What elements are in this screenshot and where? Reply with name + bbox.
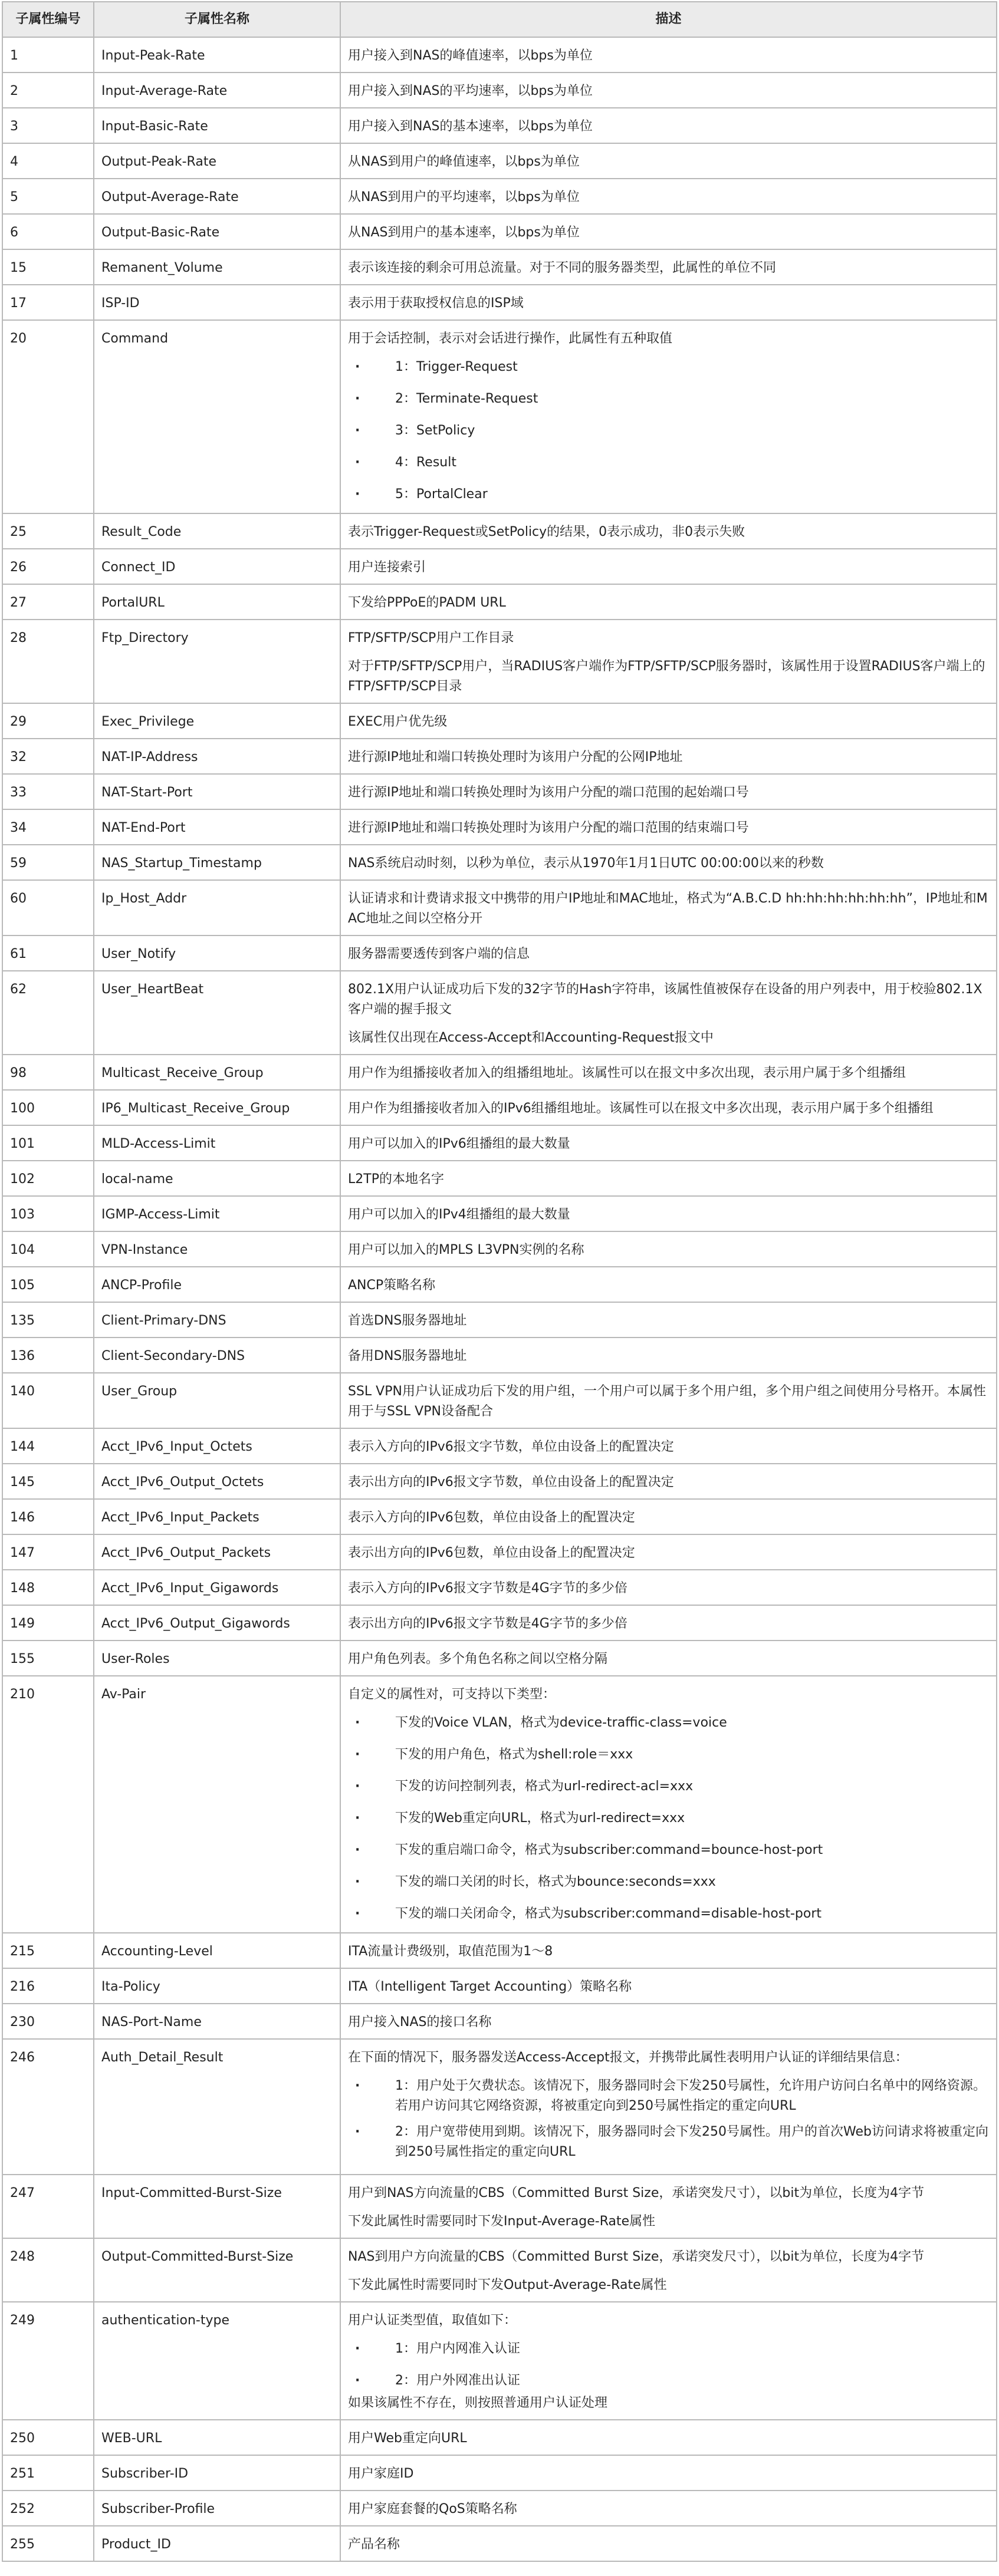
description-paragraph: 用户家庭ID bbox=[348, 2466, 414, 2481]
sub-attr-description bbox=[340, 2455, 997, 2491]
description-paragraph: 认证请求和计费请求报文中携带的用户IP地址和MAC地址，格式为“A.B.C.D hh:hh:hh:hh:hh:hh”，IP地址和MAC地址之间以空格分开 bbox=[348, 891, 988, 926]
sub-attr-name: Input-Average-Rate bbox=[94, 73, 340, 108]
sub-attr-description bbox=[340, 2004, 997, 2039]
sub-attr-id: 251 bbox=[2, 2455, 94, 2491]
table-row bbox=[2, 73, 997, 108]
sub-attr-description bbox=[340, 1570, 997, 1605]
sub-attr-id: 101 bbox=[2, 1125, 94, 1161]
sub-attr-id: 136 bbox=[2, 1338, 94, 1373]
table-row bbox=[2, 1464, 997, 1499]
sub-attr-id: 145 bbox=[2, 1464, 94, 1499]
sub-attr-name: IP6_Multicast_Receive_Group bbox=[94, 1090, 340, 1125]
table-row bbox=[2, 1302, 997, 1338]
description-bullet-item: · 下发的用户角色，格式为shell:role＝xxx bbox=[348, 1745, 989, 1765]
description-bullet-item: · 5：PortalClear bbox=[348, 485, 989, 505]
description-paragraph: 自定义的属性对，可支持以下类型： bbox=[348, 1687, 556, 1702]
description-bullet-list bbox=[348, 1713, 989, 1924]
sub-attr-description bbox=[340, 2420, 997, 2455]
table-row bbox=[2, 108, 997, 143]
table-row bbox=[2, 549, 997, 584]
sub-attr-description bbox=[340, 2175, 997, 2238]
description-bullet-list bbox=[348, 2339, 989, 2391]
header-sub-attr-id: 子属性编号 bbox=[2, 2, 94, 37]
sub-attr-id: 105 bbox=[2, 1267, 94, 1302]
description-paragraph: 用户可以加入的MPLS L3VPN实例的名称 bbox=[348, 1243, 584, 1257]
table-row bbox=[2, 809, 997, 845]
sub-attr-id: 249 bbox=[2, 2302, 94, 2420]
description-paragraph: 服务器需要透传到客户端的信息 bbox=[348, 947, 530, 961]
table-row bbox=[2, 143, 997, 179]
description-bullet-item: · 3：SetPolicy bbox=[348, 421, 989, 441]
table-row bbox=[2, 513, 997, 549]
description-bullet-item: · 下发的访问控制列表，格式为url-redirect-acl=xxx bbox=[348, 1777, 989, 1797]
sub-attr-name: Command bbox=[94, 320, 340, 513]
table-row bbox=[2, 845, 997, 880]
sub-attr-id: 135 bbox=[2, 1302, 94, 1338]
sub-attr-id: 248 bbox=[2, 2238, 94, 2302]
sub-attr-description bbox=[340, 935, 997, 971]
description-bullet-item: · 下发的Voice VLAN，格式为device-traffic-class=voice bbox=[348, 1713, 989, 1733]
sub-attr-name: NAT-End-Port bbox=[94, 809, 340, 845]
description-paragraph: 进行源IP地址和端口转换处理时为该用户分配的端口范围的结束端口号 bbox=[348, 821, 749, 835]
description-bullet-list bbox=[348, 357, 989, 505]
description-bullet-item: · 4：Result bbox=[348, 453, 989, 473]
description-paragraph: ITA流量计费级别，取值范围为1～8 bbox=[348, 1944, 553, 1959]
sub-attr-description bbox=[340, 1676, 997, 1933]
sub-attr-name: PortalURL bbox=[94, 584, 340, 620]
description-paragraph: 进行源IP地址和端口转换处理时为该用户分配的公网IP地址 bbox=[348, 750, 683, 765]
table-row bbox=[2, 214, 997, 249]
table-row bbox=[2, 1338, 997, 1373]
description-paragraph: 用户Web重定向URL bbox=[348, 2431, 467, 2446]
sub-attr-id: 4 bbox=[2, 143, 94, 179]
sub-attr-description bbox=[340, 2302, 997, 2420]
table-row bbox=[2, 320, 997, 513]
table-row bbox=[2, 2455, 997, 2491]
sub-attr-id: 60 bbox=[2, 880, 94, 935]
table-header-row bbox=[2, 2, 997, 37]
sub-attr-name: Subscriber-Profile bbox=[94, 2491, 340, 2526]
description-paragraph: 进行源IP地址和端口转换处理时为该用户分配的端口范围的起始端口号 bbox=[348, 785, 749, 800]
table-row bbox=[2, 1676, 997, 1933]
sub-attr-id: 5 bbox=[2, 179, 94, 214]
sub-attr-description bbox=[340, 214, 997, 249]
sub-attr-name: Multicast_Receive_Group bbox=[94, 1055, 340, 1090]
table-row bbox=[2, 1499, 997, 1534]
sub-attr-name: authentication-type bbox=[94, 2302, 340, 2420]
sub-attr-id: 147 bbox=[2, 1534, 94, 1570]
description-paragraph: 用户到NAS方向流量的CBS（Committed Burst Size，承诺突发尺寸），以bit为单位，长度为4字节 bbox=[348, 2186, 925, 2201]
sub-attr-name: Auth_Detail_Result bbox=[94, 2039, 340, 2175]
sub-attr-name: Input-Peak-Rate bbox=[94, 37, 340, 73]
description-paragraph: 用户角色列表。多个角色名称之间以空格分隔 bbox=[348, 1652, 608, 1666]
description-paragraph: NAS到用户方向流量的CBS（Committed Burst Size，承诺突发尺寸），以bit为单位，长度为4字节 bbox=[348, 2249, 925, 2264]
sub-attr-name: NAS_Startup_Timestamp bbox=[94, 845, 340, 880]
sub-attr-name: Accounting-Level bbox=[94, 1933, 340, 1968]
sub-attr-id: 2 bbox=[2, 73, 94, 108]
table-row bbox=[2, 1570, 997, 1605]
sub-attr-name: ISP-ID bbox=[94, 285, 340, 320]
sub-attr-id: 28 bbox=[2, 620, 94, 703]
sub-attr-id: 17 bbox=[2, 285, 94, 320]
sub-attr-name: Acct_IPv6_Input_Gigawords bbox=[94, 1570, 340, 1605]
header-description: 描述 bbox=[340, 2, 997, 37]
description-paragraph: FTP/SFTP/SCP用户工作目录 bbox=[348, 631, 514, 645]
sub-attr-description bbox=[340, 1090, 997, 1125]
description-paragraph: 802.1X用户认证成功后下发的32字节的Hash字符串，该属性值被保存在设备的用户列表中，用于校验802.1X客户端的握手报文 bbox=[348, 982, 982, 1017]
description-paragraph: 下发给PPPoE的PADM URL bbox=[348, 595, 506, 610]
sub-attr-description bbox=[340, 249, 997, 285]
table-row bbox=[2, 2526, 997, 2561]
sub-attr-name: Output-Basic-Rate bbox=[94, 214, 340, 249]
table-row bbox=[2, 179, 997, 214]
sub-attr-name: Input-Committed-Burst-Size bbox=[94, 2175, 340, 2238]
sub-attr-id: 1 bbox=[2, 37, 94, 73]
sub-attr-name: Output-Average-Rate bbox=[94, 179, 340, 214]
sub-attr-description bbox=[340, 620, 997, 703]
description-paragraph: ITA（Intelligent Target Accounting）策略名称 bbox=[348, 1979, 632, 1994]
table-row bbox=[2, 703, 997, 739]
sub-attr-description bbox=[340, 1464, 997, 1499]
table-row bbox=[2, 880, 997, 935]
description-bullet-item: · 下发的端口关闭的时长，格式为bounce:seconds=xxx bbox=[348, 1872, 989, 1892]
sub-attr-name: Client-Secondary-DNS bbox=[94, 1338, 340, 1373]
description-bullet-item: · 2：Terminate-Request bbox=[348, 389, 989, 409]
description-paragraph: 用户作为组播接收者加入的组播组地址。该属性可以在报文中多次出现，表示用户属于多个组播组 bbox=[348, 1066, 906, 1081]
sub-attr-name: MLD-Access-Limit bbox=[94, 1125, 340, 1161]
table-row bbox=[2, 1055, 997, 1090]
sub-attr-id: 140 bbox=[2, 1373, 94, 1428]
description-paragraph: 从NAS到用户的基本速率，以bps为单位 bbox=[348, 225, 580, 240]
sub-attr-id: 3 bbox=[2, 108, 94, 143]
table-row bbox=[2, 620, 997, 703]
table-row bbox=[2, 2420, 997, 2455]
table-row bbox=[2, 1373, 997, 1428]
sub-attr-description bbox=[340, 108, 997, 143]
table-row bbox=[2, 584, 997, 620]
sub-attr-id: 26 bbox=[2, 549, 94, 584]
sub-attr-id: 250 bbox=[2, 2420, 94, 2455]
description-paragraph: 用户接入到NAS的基本速率，以bps为单位 bbox=[348, 119, 593, 134]
description-paragraph: 用户可以加入的IPv6组播组的最大数量 bbox=[348, 1137, 570, 1151]
sub-attr-name: Product_ID bbox=[94, 2526, 340, 2561]
sub-attr-description bbox=[340, 1428, 997, 1464]
description-paragraph: 下发此属性时需要同时下发Input-Average-Rate属性 bbox=[348, 2214, 656, 2229]
table-row bbox=[2, 2491, 997, 2526]
sub-attr-description bbox=[340, 2039, 997, 2175]
sub-attr-description bbox=[340, 739, 997, 774]
sub-attr-name: Result_Code bbox=[94, 513, 340, 549]
description-bullet-item: · 2：用户宽带使用到期。该情况下，服务器同时会下发250号属性。用户的首次Web访问请求将被重定向到250号属性指定的重定向URL bbox=[348, 2122, 989, 2162]
table-row bbox=[2, 935, 997, 971]
table-row bbox=[2, 37, 997, 73]
description-paragraph: 用户作为组播接收者加入的IPv6组播组地址。该属性可以在报文中多次出现，表示用户属于多个组播组 bbox=[348, 1101, 934, 1116]
sub-attr-name: User_Notify bbox=[94, 935, 340, 971]
description-paragraph: 表示该连接的剩余可用总流量。对于不同的服务器类型，此属性的单位不同 bbox=[348, 261, 777, 275]
table-row bbox=[2, 1428, 997, 1464]
description-paragraph: L2TP的本地名字 bbox=[348, 1172, 444, 1187]
sub-attr-name: Client-Primary-DNS bbox=[94, 1302, 340, 1338]
sub-attr-id: 62 bbox=[2, 971, 94, 1055]
table-row bbox=[2, 739, 997, 774]
sub-attr-description bbox=[340, 845, 997, 880]
description-paragraph: 用户连接索引 bbox=[348, 560, 426, 575]
table-row bbox=[2, 774, 997, 809]
sub-attr-description bbox=[340, 971, 997, 1055]
sub-attr-id: 15 bbox=[2, 249, 94, 285]
table-row bbox=[2, 1125, 997, 1161]
table-row bbox=[2, 1605, 997, 1641]
description-bullet-item: · 下发的Web重定向URL，格式为url-redirect=xxx bbox=[348, 1809, 989, 1829]
sub-attr-id: 247 bbox=[2, 2175, 94, 2238]
sub-attr-name: Output-Committed-Burst-Size bbox=[94, 2238, 340, 2302]
sub-attr-name: Acct_IPv6_Output_Octets bbox=[94, 1464, 340, 1499]
table-row bbox=[2, 1231, 997, 1267]
sub-attr-id: 102 bbox=[2, 1161, 94, 1196]
sub-attr-description bbox=[340, 1267, 997, 1302]
sub-attr-description bbox=[340, 1196, 997, 1231]
sub-attr-name: User_HeartBeat bbox=[94, 971, 340, 1055]
sub-attr-description bbox=[340, 703, 997, 739]
table-row bbox=[2, 1534, 997, 1570]
sub-attr-description bbox=[340, 809, 997, 845]
sub-attr-name: local-name bbox=[94, 1161, 340, 1196]
sub-attr-description bbox=[340, 513, 997, 549]
description-paragraph: SSL VPN用户认证成功后下发的用户组，一个用户可以属于多个用户组，多个用户组之间使用分号格开。本属性用于与SSL VPN设备配合 bbox=[348, 1384, 986, 1419]
sub-attr-name: IGMP-Access-Limit bbox=[94, 1196, 340, 1231]
sub-attr-id: 59 bbox=[2, 845, 94, 880]
table-row bbox=[2, 1933, 997, 1968]
sub-attr-description bbox=[340, 2238, 997, 2302]
sub-attr-id: 27 bbox=[2, 584, 94, 620]
sub-attr-description bbox=[340, 1534, 997, 1570]
sub-attr-description bbox=[340, 285, 997, 320]
description-paragraph: 下发此属性时需要同时下发Output-Average-Rate属性 bbox=[348, 2278, 667, 2292]
description-paragraph: 用户接入到NAS的峰值速率，以bps为单位 bbox=[348, 48, 593, 63]
sub-attr-id: 103 bbox=[2, 1196, 94, 1231]
description-bullet-list bbox=[348, 2076, 989, 2162]
description-paragraph: 从NAS到用户的平均速率，以bps为单位 bbox=[348, 190, 580, 205]
description-bullet-item: · 下发的端口关闭命令，格式为subscriber:command=disable-host-port bbox=[348, 1904, 989, 1924]
sub-attr-name: Output-Peak-Rate bbox=[94, 143, 340, 179]
sub-attr-name: NAT-IP-Address bbox=[94, 739, 340, 774]
sub-attr-name: NAS-Port-Name bbox=[94, 2004, 340, 2039]
table-row bbox=[2, 2004, 997, 2039]
description-paragraph: 表示出方向的IPv6包数，单位由设备上的配置决定 bbox=[348, 1546, 635, 1560]
description-paragraph: 从NAS到用户的峰值速率，以bps为单位 bbox=[348, 154, 580, 169]
description-paragraph: 用户认证类型值，取值如下： bbox=[348, 2313, 517, 2328]
description-bullet-item: · 1：用户内网准入认证 bbox=[348, 2339, 989, 2359]
sub-attr-id: 149 bbox=[2, 1605, 94, 1641]
sub-attr-id: 144 bbox=[2, 1428, 94, 1464]
sub-attr-id: 32 bbox=[2, 739, 94, 774]
sub-attr-name: Exec_Privilege bbox=[94, 703, 340, 739]
sub-attr-description bbox=[340, 1055, 997, 1090]
sub-attr-id: 215 bbox=[2, 1933, 94, 1968]
sub-attr-description bbox=[340, 1231, 997, 1267]
table-body bbox=[2, 37, 997, 2561]
sub-attr-description bbox=[340, 774, 997, 809]
description-paragraph: 用户可以加入的IPv4组播组的最大数量 bbox=[348, 1207, 570, 1222]
sub-attr-description bbox=[340, 1125, 997, 1161]
sub-attr-name: Ip_Host_Addr bbox=[94, 880, 340, 935]
sub-attr-description bbox=[340, 2526, 997, 2561]
sub-attr-id: 252 bbox=[2, 2491, 94, 2526]
sub-attr-id: 29 bbox=[2, 703, 94, 739]
sub-attr-name: User_Group bbox=[94, 1373, 340, 1428]
description-bullet-item: · 2：用户外网准出认证 bbox=[348, 2371, 989, 2391]
sub-attr-id: 210 bbox=[2, 1676, 94, 1933]
description-paragraph: 表示出方向的IPv6报文字节数是4G字节的多少倍 bbox=[348, 1616, 627, 1631]
sub-attr-name: Acct_IPv6_Input_Packets bbox=[94, 1499, 340, 1534]
attribute-table bbox=[2, 1, 997, 2562]
description-paragraph: 在下面的情况下，服务器发送Access-Accept报文，并携带此属性表明用户认证的详细结果信息： bbox=[348, 2050, 908, 2065]
sub-attr-name: Remanent_Volume bbox=[94, 249, 340, 285]
description-paragraph: 表示出方向的IPv6报文字节数，单位由设备上的配置决定 bbox=[348, 1475, 674, 1490]
sub-attr-description bbox=[340, 549, 997, 584]
sub-attr-id: 255 bbox=[2, 2526, 94, 2561]
sub-attr-id: 246 bbox=[2, 2039, 94, 2175]
sub-attr-description bbox=[340, 179, 997, 214]
sub-attr-name: Ita-Policy bbox=[94, 1968, 340, 2004]
table-row bbox=[2, 2175, 997, 2238]
sub-attr-description bbox=[340, 1338, 997, 1373]
sub-attr-description bbox=[340, 1933, 997, 1968]
sub-attr-description bbox=[340, 1302, 997, 1338]
sub-attr-description bbox=[340, 1373, 997, 1428]
sub-attr-description bbox=[340, 584, 997, 620]
sub-attr-description bbox=[340, 2491, 997, 2526]
sub-attr-name: WEB-URL bbox=[94, 2420, 340, 2455]
sub-attr-description bbox=[340, 880, 997, 935]
sub-attr-description bbox=[340, 1161, 997, 1196]
sub-attr-name: Subscriber-ID bbox=[94, 2455, 340, 2491]
sub-attr-description bbox=[340, 143, 997, 179]
description-paragraph: 首选DNS服务器地址 bbox=[348, 1313, 467, 1328]
sub-attr-id: 98 bbox=[2, 1055, 94, 1090]
sub-attr-id: 20 bbox=[2, 320, 94, 513]
sub-attr-id: 33 bbox=[2, 774, 94, 809]
sub-attr-description bbox=[340, 1605, 997, 1641]
header-sub-attr-name: 子属性名称 bbox=[94, 2, 340, 37]
sub-attr-description bbox=[340, 1499, 997, 1534]
description-paragraph: EXEC用户优先级 bbox=[348, 714, 448, 729]
table-row bbox=[2, 1968, 997, 2004]
table-row bbox=[2, 1161, 997, 1196]
sub-attr-id: 25 bbox=[2, 513, 94, 549]
sub-attr-description bbox=[340, 1968, 997, 2004]
table-row bbox=[2, 2039, 997, 2175]
sub-attr-name: Input-Basic-Rate bbox=[94, 108, 340, 143]
description-paragraph: 表示入方向的IPv6包数，单位由设备上的配置决定 bbox=[348, 1510, 635, 1525]
description-paragraph: 用户接入到NAS的平均速率，以bps为单位 bbox=[348, 84, 593, 98]
description-paragraph: 表示用于获取授权信息的ISP域 bbox=[348, 296, 524, 311]
sub-attr-description bbox=[340, 1641, 997, 1676]
description-paragraph: 备用DNS服务器地址 bbox=[348, 1349, 467, 1363]
description-paragraph: 如果该属性不存在，则按照普通用户认证处理 bbox=[348, 2396, 608, 2410]
sub-attr-id: 61 bbox=[2, 935, 94, 971]
sub-attr-name: Av-Pair bbox=[94, 1676, 340, 1933]
description-bullet-item: · 1：用户处于欠费状态。该情况下，服务器同时会下发250号属性，允许用户访问白名单中的网络资源。若用户访问其它网络资源，将被重定向到250号属性指定的重定向URL bbox=[348, 2076, 989, 2116]
table-row bbox=[2, 2302, 997, 2420]
description-paragraph: ANCP策略名称 bbox=[348, 1278, 436, 1293]
sub-attr-name: VPN-Instance bbox=[94, 1231, 340, 1267]
sub-attr-name: NAT-Start-Port bbox=[94, 774, 340, 809]
sub-attr-id: 155 bbox=[2, 1641, 94, 1676]
sub-attr-name: Acct_IPv6_Output_Packets bbox=[94, 1534, 340, 1570]
sub-attr-name: Ftp_Directory bbox=[94, 620, 340, 703]
description-paragraph: 表示Trigger-Request或SetPolicy的结果，0表示成功，非0表示失败 bbox=[348, 525, 745, 539]
sub-attr-id: 216 bbox=[2, 1968, 94, 2004]
description-paragraph: NAS系统启动时刻，以秒为单位，表示从1970年1月1日UTC 00:00:00以来的秒数 bbox=[348, 856, 824, 871]
sub-attr-name: Acct_IPv6_Output_Gigawords bbox=[94, 1605, 340, 1641]
sub-attr-description bbox=[340, 37, 997, 73]
description-bullet-item: · 1：Trigger-Request bbox=[348, 357, 989, 377]
description-paragraph: 用户家庭套餐的QoS策略名称 bbox=[348, 2502, 517, 2516]
sub-attr-description bbox=[340, 320, 997, 513]
description-paragraph: 表示入方向的IPv6报文字节数是4G字节的多少倍 bbox=[348, 1581, 627, 1596]
table-row bbox=[2, 1196, 997, 1231]
description-paragraph: 对于FTP/SFTP/SCP用户，当RADIUS客户端作为FTP/SFTP/SCP服务器时，该属性用于设置RADIUS客户端上的FTP/SFTP/SCP目录 bbox=[348, 659, 985, 694]
table-row bbox=[2, 1641, 997, 1676]
sub-attr-description bbox=[340, 73, 997, 108]
sub-attr-id: 146 bbox=[2, 1499, 94, 1534]
sub-attr-id: 34 bbox=[2, 809, 94, 845]
description-paragraph: 用户接入NAS的接口名称 bbox=[348, 2015, 492, 2030]
table-row bbox=[2, 971, 997, 1055]
table-row bbox=[2, 1090, 997, 1125]
table-row bbox=[2, 1267, 997, 1302]
sub-attr-id: 6 bbox=[2, 214, 94, 249]
sub-attr-id: 100 bbox=[2, 1090, 94, 1125]
description-paragraph: 用于会话控制，表示对会话进行操作，此属性有五种取值 bbox=[348, 331, 673, 346]
sub-attr-id: 148 bbox=[2, 1570, 94, 1605]
description-bullet-item: · 下发的重启端口命令，格式为subscriber:command=bounce-host-port bbox=[348, 1840, 989, 1860]
description-paragraph: 表示入方向的IPv6报文字节数，单位由设备上的配置决定 bbox=[348, 1439, 674, 1454]
sub-attr-id: 230 bbox=[2, 2004, 94, 2039]
sub-attr-id: 104 bbox=[2, 1231, 94, 1267]
sub-attr-name: Connect_ID bbox=[94, 549, 340, 584]
table-row bbox=[2, 249, 997, 285]
sub-attr-name: User-Roles bbox=[94, 1641, 340, 1676]
sub-attr-name: Acct_IPv6_Input_Octets bbox=[94, 1428, 340, 1464]
description-paragraph: 该属性仅出现在Access-Accept和Accounting-Request报文中 bbox=[348, 1030, 714, 1045]
description-paragraph: 产品名称 bbox=[348, 2537, 400, 2552]
table-row bbox=[2, 2238, 997, 2302]
sub-attr-name: ANCP-Profile bbox=[94, 1267, 340, 1302]
table-row bbox=[2, 285, 997, 320]
